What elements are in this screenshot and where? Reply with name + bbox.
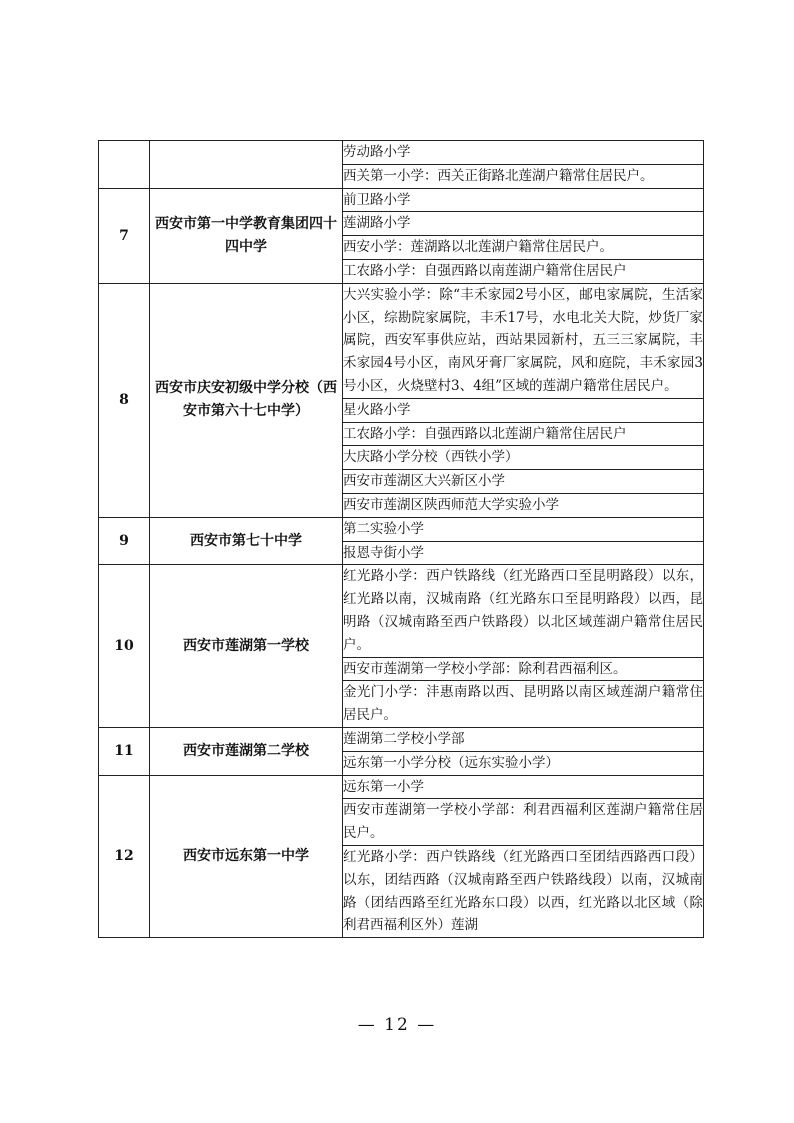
row-number xyxy=(99,141,150,189)
row-number: 11 xyxy=(99,727,150,775)
primary-school-entry: 星火路小学 xyxy=(343,398,704,422)
middle-school-name: 西安市莲湖第二学校 xyxy=(150,727,343,775)
primary-school-entry: 工农路小学：自强西路以南莲湖户籍常住居民户 xyxy=(343,259,704,283)
primary-school-entry: 红光路小学：西户铁路线（红光路西口至团结西路西口段）以东，团结西路（汉城南路至西户铁路线段）以南，汉城南路（团结西路至红光路东口段）以西，红光路以北区域（除利君西福利区外）莲湖 xyxy=(343,845,704,937)
middle-school-name: 西安市远东第一中学 xyxy=(150,775,343,938)
primary-school-entry: 莲湖路小学 xyxy=(343,212,704,236)
row-number: 12 xyxy=(99,775,150,938)
primary-school-entry: 远东第一小学 xyxy=(343,775,704,799)
row-number: 8 xyxy=(99,283,150,517)
primary-school-entry: 西安市莲湖第一学校小学部：除利君西福利区。 xyxy=(343,657,704,681)
primary-school-entry: 报恩寺街小学 xyxy=(343,541,704,565)
primary-school-entry: 红光路小学：西户铁路线（红光路西口至昆明路段）以东，红光路以南，汉城南路（红光路东口至昆明路段）以西，昆明路（汉城南路至西户铁路段）以北区域莲湖户籍常住居民户。 xyxy=(343,565,704,657)
primary-school-entry: 劳动路小学 xyxy=(343,141,704,165)
table-row xyxy=(99,727,704,751)
table-row xyxy=(99,517,704,541)
row-number: 7 xyxy=(99,188,150,283)
table-row xyxy=(99,283,704,398)
primary-school-entry: 工农路小学：自强西路以北莲湖户籍常住居民户 xyxy=(343,422,704,446)
table-body xyxy=(99,141,704,938)
middle-school-name: 西安市第七十中学 xyxy=(150,517,343,565)
table-row xyxy=(99,775,704,799)
school-district-table xyxy=(98,140,704,938)
primary-school-entry: 大兴实验小学：除“丰禾家园2号小区，邮电家属院，生活家小区，综勘院家属院，丰禾17号，水电北关大院，炒货厂家属院，西安军事供应站，西站果园新村，五三三家属院，丰禾家园4号小区，南风牙膏厂家属院，风和庭院，丰禾家园3号小区，火烧壁村3、4组”区域的莲湖户籍常住居民户。 xyxy=(343,283,704,398)
primary-school-entry: 远东第一小学分校（远东实验小学） xyxy=(343,751,704,775)
table-row xyxy=(99,141,704,165)
primary-school-entry: 西关第一小学：西关正街路北莲湖户籍常住居民户。 xyxy=(343,164,704,188)
middle-school-name: 西安市莲湖第一学校 xyxy=(150,565,343,728)
primary-school-entry: 西安小学：莲湖路以北莲湖户籍常住居民户。 xyxy=(343,236,704,260)
table-row xyxy=(99,188,704,212)
row-number: 9 xyxy=(99,517,150,565)
primary-school-entry: 西安市莲湖第一学校小学部：利君西福利区莲湖户籍常住居民户。 xyxy=(343,799,704,846)
row-number: 10 xyxy=(99,565,150,728)
middle-school-name: 西安市第一中学教育集团四十四中学 xyxy=(150,188,343,283)
primary-school-entry: 大庆路小学分校（西铁小学） xyxy=(343,446,704,470)
primary-school-entry: 西安市莲湖区大兴新区小学 xyxy=(343,470,704,494)
primary-school-entry: 第二实验小学 xyxy=(343,517,704,541)
middle-school-name: 西安市庆安初级中学分校（西安市第六十七中学） xyxy=(150,283,343,517)
primary-school-entry: 金光门小学：沣惠南路以西、昆明路以南区域莲湖户籍常住居民户。 xyxy=(343,681,704,728)
page-number: — 12 — xyxy=(357,1015,437,1035)
middle-school-name xyxy=(150,141,343,189)
primary-school-entry: 西安市莲湖区陕西师范大学实验小学 xyxy=(343,493,704,517)
table-row xyxy=(99,565,704,657)
primary-school-entry: 莲湖第二学校小学部 xyxy=(343,727,704,751)
primary-school-entry: 前卫路小学 xyxy=(343,188,704,212)
